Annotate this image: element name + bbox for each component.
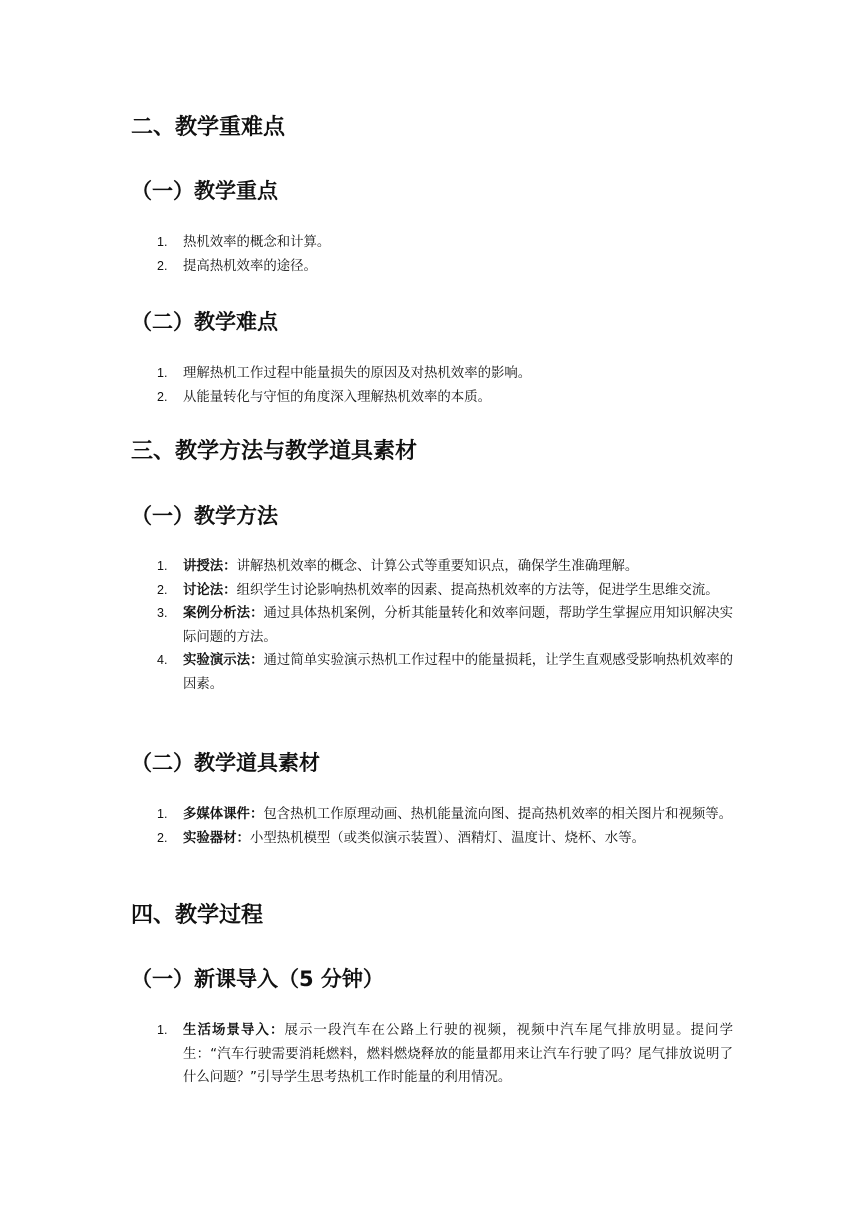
list-item [0, 803, 733, 827]
list-item-text: 通过具体热机案例，分析其能量转化和效率问题，帮助学生掌握应用知识解决实际问题的方法。 [183, 606, 734, 645]
list-item [0, 827, 733, 851]
teaching-methods-list [0, 555, 733, 696]
list-item [0, 602, 733, 649]
subsection-heading-key-points: （一）教学重点 [131, 179, 278, 203]
list-number: 2. [157, 258, 168, 273]
list-item-term: 讨论法： [183, 582, 237, 598]
new-lesson-intro-list [0, 1019, 733, 1090]
subsection-heading-new-lesson-intro: （一）新课导入（5 分钟） [131, 967, 384, 991]
list-item [0, 649, 733, 696]
list-item-term: 讲授法： [183, 559, 237, 574]
list-item [0, 579, 733, 603]
list-item [0, 555, 733, 579]
subsection-heading-teaching-methods: （一）教学方法 [131, 504, 278, 528]
list-item-text: 热机效率的概念和计算。 [183, 235, 331, 250]
list-item-text: 通过简单实验演示热机工作过程中的能量损耗，让学生直观感受影响热机效率的因素。 [183, 653, 734, 692]
list-number: 2. [157, 389, 168, 404]
list-item-text: 讲解热机效率的概念、计算公式等重要知识点，确保学生准确理解。 [236, 559, 639, 574]
list-item-text: 小型热机模型（或类似演示装置）、酒精灯、温度计、烧杯、水等。 [249, 830, 645, 846]
list-number: 2. [157, 582, 168, 597]
list-item-text: 提高热机效率的途径。 [183, 258, 317, 274]
teaching-materials-list [0, 803, 733, 850]
list-item-text: 理解热机工作过程中能量损失的原因及对热机效率的影响。 [183, 366, 532, 381]
list-number: 3. [157, 606, 168, 620]
section-heading-teaching-focus: 二、教学重难点 [131, 115, 286, 140]
subsection-heading-teaching-materials: （二）教学道具素材 [131, 751, 320, 775]
list-item-text: 展示一段汽车在公路上行驶的视频，视频中汽车尾气排放明显。提问学生：“汽车行驶需要消耗燃料，燃料燃烧释放的能量都用来让汽车行驶了吗？尾气排放说明了什么问题？”引导学生思考热机工作时能量的利用情况。 [183, 1023, 734, 1085]
key-points-list [0, 231, 733, 278]
list-item [0, 1019, 733, 1090]
list-number: 1. [157, 559, 168, 573]
list-item [0, 386, 733, 410]
list-item-text: 组织学生讨论影响热机效率的因素、提高热机效率的方法等，促进学生思维交流。 [236, 582, 719, 598]
list-item [0, 362, 733, 386]
list-number: 1. [157, 366, 168, 380]
list-item-term: 多媒体课件： [183, 807, 264, 822]
list-item [0, 231, 733, 255]
list-number: 1. [157, 1023, 168, 1037]
list-item-term: 案例分析法： [183, 606, 264, 621]
list-item-term: 实验器材： [183, 830, 250, 846]
section-heading-teaching-process: 四、教学过程 [131, 903, 264, 928]
subsection-heading-difficult-points: （二）教学难点 [131, 310, 278, 334]
list-item-text: 包含热机工作原理动画、热机能量流向图、提高热机效率的相关图片和视频等。 [263, 807, 733, 822]
difficult-points-list [0, 362, 733, 409]
list-item [0, 255, 733, 279]
list-number: 1. [157, 807, 168, 821]
list-item-text: 从能量转化与守恒的角度深入理解热机效率的本质。 [183, 389, 491, 405]
list-number: 4. [157, 653, 168, 667]
list-item-term: 生活场景导入： [183, 1023, 285, 1038]
list-number: 1. [157, 235, 168, 249]
section-heading-methods-materials: 三、教学方法与教学道具素材 [131, 439, 418, 464]
list-item-term: 实验演示法： [183, 653, 264, 668]
list-number: 2. [157, 830, 168, 845]
